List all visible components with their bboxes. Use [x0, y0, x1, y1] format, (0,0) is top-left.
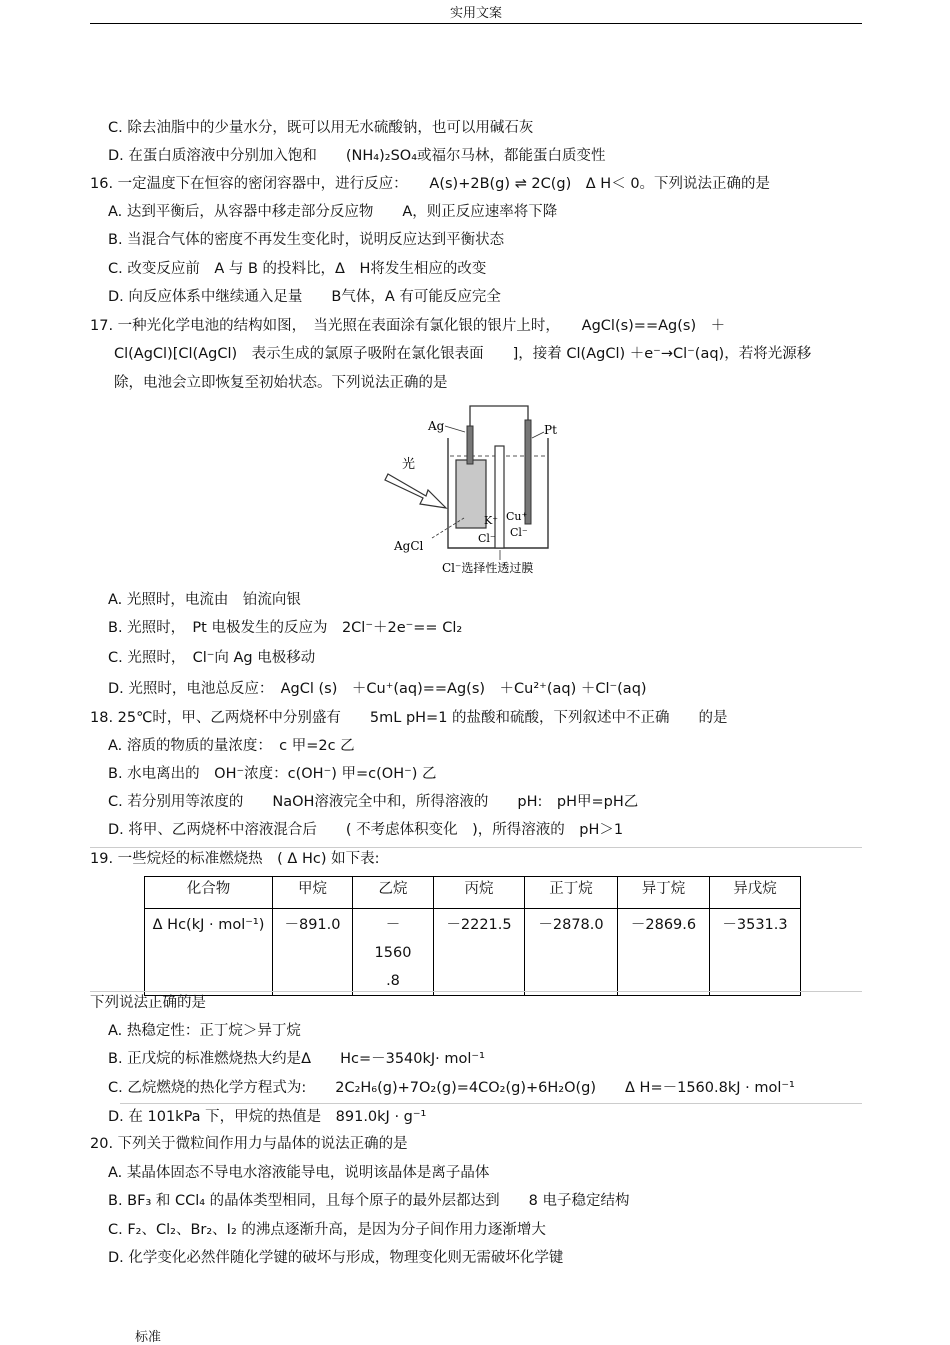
combustion-heat-table: [144, 876, 801, 996]
table-cell: －2869.6: [618, 909, 710, 996]
ag-leader: [445, 426, 465, 432]
header-rule: [90, 23, 862, 24]
label-light: 光: [402, 457, 416, 472]
q19-option-b: B. 正戊烷的标准燃烧热大约是Δ Hc=－3540kJ· mol⁻¹: [108, 1051, 485, 1067]
ag-electrode: [467, 426, 473, 464]
label-cl-right: Cl⁻: [510, 526, 528, 539]
label-k: K⁺: [484, 514, 499, 527]
q18-option-a: A. 溶质的物质的量浓度： c 甲=2c 乙: [108, 738, 355, 754]
table-header-cell: 化合物: [145, 877, 273, 909]
q19-sub-stem: 下列说法正确的是: [90, 995, 206, 1011]
q16-option-b: B. 当混合气体的密度不再发生变化时，说明反应达到平衡状态: [108, 232, 505, 248]
q17-option-b: B. 光照时， Pt 电极发生的反应为 2Cl⁻＋2e⁻== Cl₂: [108, 620, 463, 636]
q18-option-c: C. 若分别用等浓度的 NaOH溶液完全中和，所得溶液的 pH: pH甲=pH乙: [108, 794, 639, 810]
q19-option-a: A. 热稳定性：正丁烷＞异丁烷: [108, 1023, 301, 1039]
q18-stem: 18. 25℃时，甲、乙两烧杯中分别盛有 5mL pH=1 的盐酸和硫酸，下列叙述中不正确 的是: [90, 710, 728, 726]
q20-option-b: B. BF₃ 和 CCl₄ 的晶体类型相同，且每个原子的最外层都达到 8 电子稳定结构: [108, 1193, 630, 1209]
q17-stem-line3: 除，电池会立即恢复至初始状态。下列说法正确的是: [114, 375, 448, 391]
photochemical-cell-diagram: [380, 400, 580, 582]
q17-option-d: D. 光照时，电池总反应： AgCl (s) ＋Cu⁺(aq)==Ag(s) ＋Cu²⁺(aq) ＋Cl⁻(aq): [108, 681, 647, 697]
q20-option-c: C. F₂、Cl₂、Br₂、I₂ 的沸点逐渐升高，是因为分子间作用力逐渐增大: [108, 1222, 546, 1238]
label-membrane: Cl⁻选择性透过膜: [442, 561, 534, 575]
table-cell: －891.0: [273, 909, 353, 996]
q18-option-d: D. 将甲、乙两烧杯中溶液混合后 ( 不考虑体积变化 )，所得溶液的 pH＞1: [108, 822, 624, 838]
q16-option-c: C. 改变反应前 A 与 B 的投料比，Δ H将发生相应的改变: [108, 261, 487, 277]
external-wire: [470, 406, 528, 426]
page-header: 实用文案: [449, 6, 502, 21]
agcl-coating: [456, 460, 486, 528]
q19-option-d: D. 在 101kPa 下，甲烷的热值是 891.0kJ · g⁻¹: [108, 1109, 427, 1125]
table-header-cell: 异戊烷: [710, 877, 801, 909]
q19-option-c: C. 乙烷燃烧的热化学方程式为: 2C₂H₆(g)+7O₂(g)=4CO₂(g)+6H₂O(g) Δ H=－1560.8kJ · mol⁻¹: [108, 1080, 795, 1096]
page-footer: 标准: [135, 1330, 162, 1345]
table-header-row: [145, 877, 801, 909]
q16-stem: 16. 一定温度下在恒容的密闭容器中，进行反应： A(s)+2B(g) ⇌ 2C(g) Δ H＜ 0。下列说法正确的是: [90, 176, 771, 192]
q17-option-c: C. 光照时， Cl⁻向 Ag 电极移动: [108, 650, 316, 666]
q16-option-d: D. 向反应体系中继续通入足量 B气体，A 有可能反应完全: [108, 289, 501, 305]
label-ag: Ag: [428, 419, 445, 433]
separator: [90, 847, 862, 848]
ethane-value-part: 1560: [374, 945, 412, 961]
table-header-cell: 丙烷: [434, 877, 525, 909]
pt-leader: [532, 432, 544, 438]
label-pt: Pt: [544, 423, 557, 437]
table-header-cell: 乙烷: [353, 877, 434, 909]
ethane-value-part: .8: [386, 973, 400, 989]
pt-electrode: [525, 420, 531, 524]
table-row-label: Δ Hc(kJ · mol⁻¹): [145, 909, 273, 996]
table-cell-ethane: [353, 909, 434, 996]
q20-option-d: D. 化学变化必然伴随化学键的破坏与形成，物理变化则无需破坏化学键: [108, 1250, 564, 1266]
separator: [120, 1103, 862, 1104]
label-cl-left: Cl⁻: [478, 532, 496, 545]
table-header-cell: 异丁烷: [618, 877, 710, 909]
label-cu: Cu⁺: [506, 510, 528, 523]
q20-option-a: A. 某晶体固态不导电水溶液能导电，说明该晶体是离子晶体: [108, 1165, 490, 1181]
table-header-cell: 正丁烷: [525, 877, 618, 909]
q17-stem-line1: 17. 一种光化学电池的结构如图， 当光照在表面涂有氯化银的银片上时， AgCl(s)==Ag(s) ＋: [90, 318, 726, 334]
table-cell: －2221.5: [434, 909, 525, 996]
q20-stem: 20. 下列关于微粒间作用力与晶体的说法正确的是: [90, 1136, 408, 1152]
q18-option-b: B. 水电离出的 OH⁻浓度：c(OH⁻) 甲=c(OH⁻) 乙: [108, 766, 437, 782]
membrane: [495, 446, 504, 548]
ethane-value-part: －: [385, 917, 401, 933]
q15-option-d: D. 在蛋白质溶液中分别加入饱和 (NH₄)₂SO₄或福尔马林，都能蛋白质变性: [108, 148, 606, 164]
label-agcl: AgCl: [394, 539, 424, 553]
table-row: [145, 909, 801, 996]
table-cell: －3531.3: [710, 909, 801, 996]
q17-stem-line2: Cl(AgCl)[Cl(AgCl) 表示生成的氯原子吸附在氯化银表面 ]，接着 Cl(AgCl) ＋e⁻→Cl⁻(aq)，若将光源移: [114, 346, 812, 362]
separator: [90, 991, 862, 992]
q19-stem: 19. 一些烷烃的标准燃烧热 ( Δ Hc) 如下表:: [90, 851, 380, 867]
q17-option-a: A. 光照时，电流由 铂流向银: [108, 592, 301, 608]
q16-option-a: A. 达到平衡后，从容器中移走部分反应物 A，则正反应速率将下降: [108, 204, 558, 220]
light-arrow-icon: [385, 474, 446, 508]
q15-option-c: C. 除去油脂中的少量水分，既可以用无水硫酸钠，也可以用碱石灰: [108, 120, 534, 136]
table-header-cell: 甲烷: [273, 877, 353, 909]
table-cell: －2878.0: [525, 909, 618, 996]
